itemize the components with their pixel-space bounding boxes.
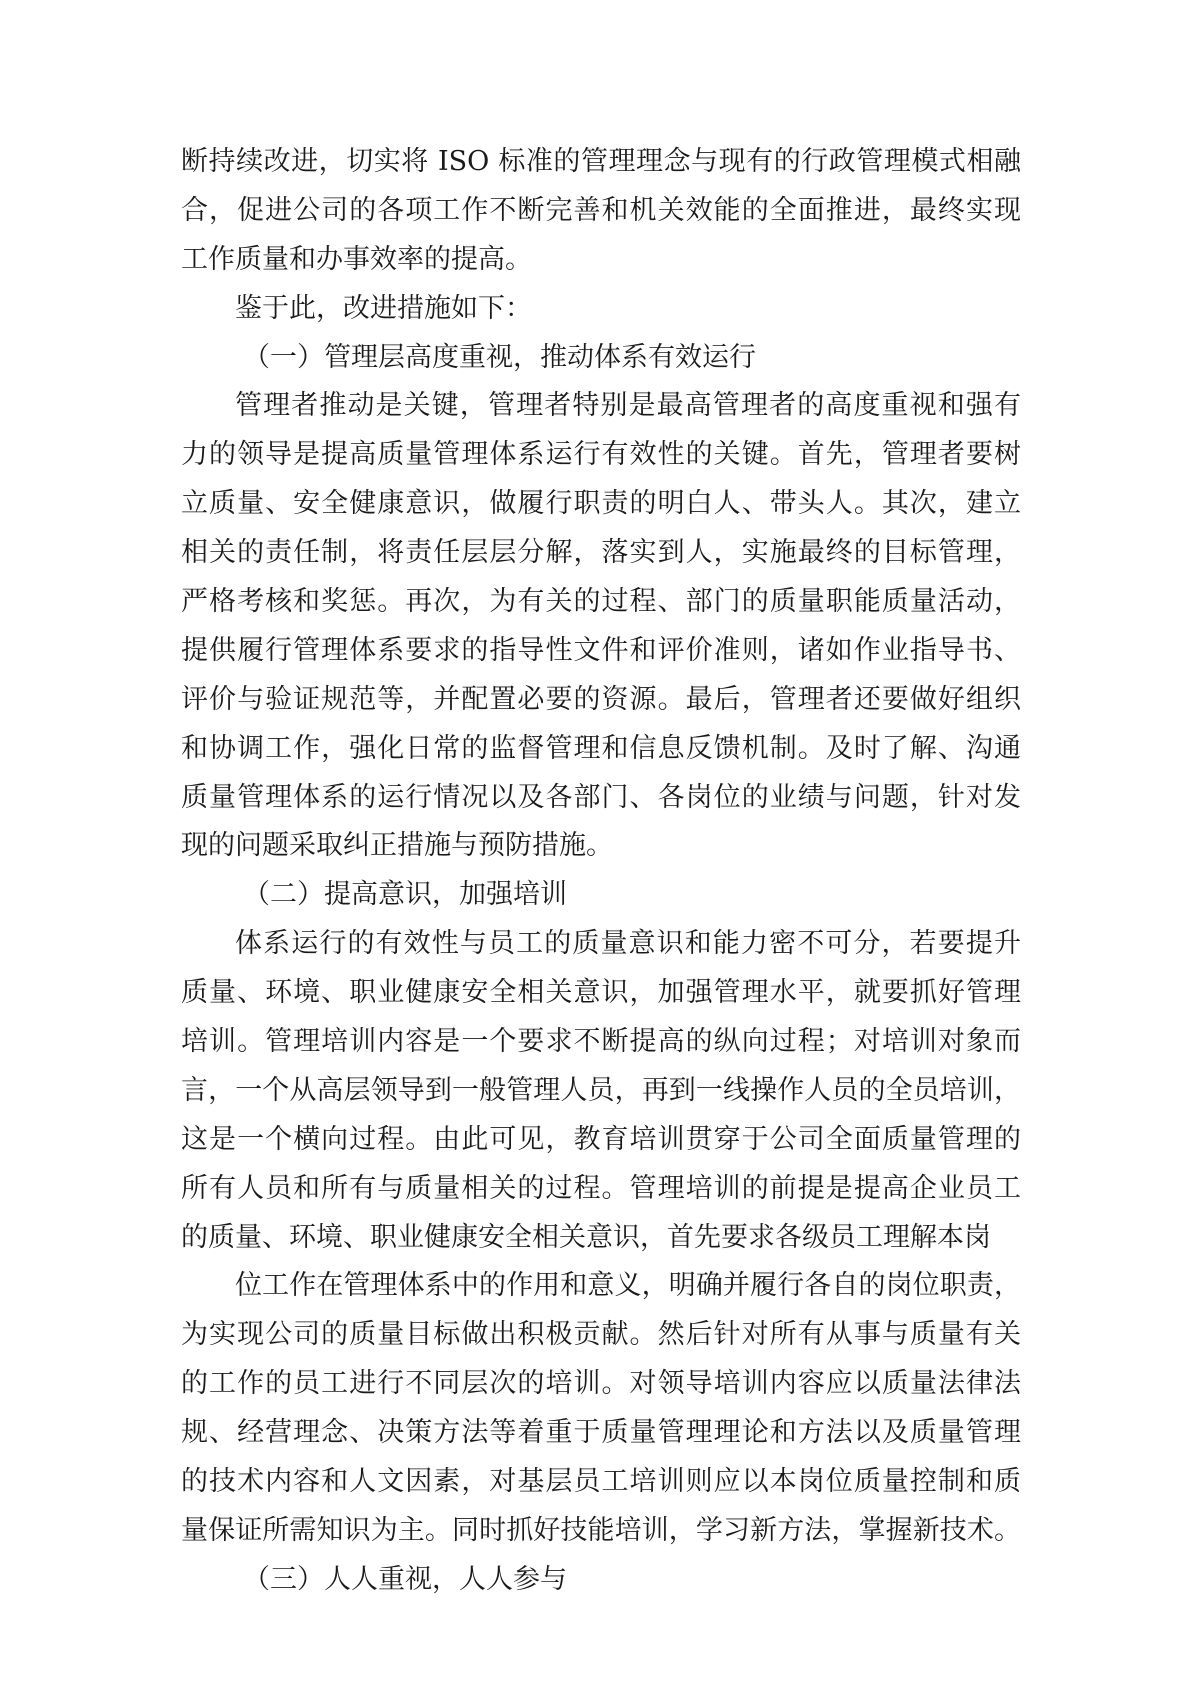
text-line: 严格考核和奖惩。再次，为有关的过程、部门的质量职能质量活动， — [181, 586, 1021, 618]
text-line: 现的问题采取纠正措施与预防措施。 — [181, 830, 613, 862]
text-line: 工作质量和办事效率的提高。 — [181, 243, 532, 275]
text-line: 所有人员和所有与质量相关的过程。管理培训的前提是提高企业员工 — [181, 1172, 1021, 1204]
text-line: 质量管理体系的运行情况以及各部门、各岗位的业绩与问题，针对发 — [181, 781, 1021, 813]
text-line: 断持续改进，切实将 ISO 标准的管理理念与现有的行政管理模式相融 — [181, 146, 1021, 177]
text-line: 质量、环境、职业健康安全相关意识，加强管理水平，就要抓好管理 — [181, 977, 1021, 1009]
section-heading-2: （二）提高意识，加强培训 — [243, 879, 567, 911]
text-line: 体系运行的有效性与员工的质量意识和能力密不可分，若要提升 — [235, 928, 1021, 960]
text-line: 相关的责任制，将责任层层分解，落实到人，实施最终的目标管理， — [181, 537, 1021, 569]
text-line: 量保证所需知识为主。同时抓好技能培训，学习新方法，掌握新技术。 — [181, 1514, 1021, 1546]
text-line: 管理者推动是关键，管理者特别是最高管理者的高度重视和强有 — [235, 390, 1021, 422]
text-line: 提供履行管理体系要求的指导性文件和评价准则，诸如作业指导书、 — [181, 634, 1021, 666]
document-body — [181, 138, 1021, 1605]
text-line: 言，一个从高层领导到一般管理人员，再到一线操作人员的全员培训， — [181, 1074, 1021, 1106]
text-line: 为实现公司的质量目标做出积极贡献。然后针对所有从事与质量有关 — [181, 1319, 1021, 1351]
text-line: 力的领导是提高质量管理体系运行有效性的关键。首先，管理者要树 — [181, 439, 1021, 471]
section-heading-3: （三）人人重视，人人参与 — [243, 1563, 567, 1595]
text-line: 的质量、环境、职业健康安全相关意识，首先要求各级员工理解本岗 — [181, 1221, 991, 1253]
text-line: 的工作的员工进行不同层次的培训。对领导培训内容应以质量法律法 — [181, 1368, 1021, 1400]
text-line: 位工作在管理体系中的作用和意义，明确并履行各自的岗位职责， — [235, 1270, 1021, 1302]
text-line: 这是一个横向过程。由此可见，教育培训贯穿于公司全面质量管理的 — [181, 1123, 1021, 1155]
section-heading-1: （一）管理层高度重视，推动体系有效运行 — [243, 341, 756, 373]
text-line: 的技术内容和人文因素，对基层员工培训则应以本岗位质量控制和质 — [181, 1466, 1021, 1498]
text-line: 和协调工作，强化日常的监督管理和信息反馈机制。及时了解、沟通 — [181, 732, 1021, 764]
intro-line: 鉴于此，改进措施如下： — [235, 292, 532, 324]
text-line: 规、经营理念、决策方法等着重于质量管理理论和方法以及质量管理 — [181, 1417, 1021, 1449]
text-line: 合，促进公司的各项工作不断完善和机关效能的全面推进，最终实现 — [181, 194, 1021, 226]
text-line: 立质量、安全健康意识，做履行职责的明白人、带头人。其次，建立 — [181, 488, 1021, 520]
text-line: 培训。管理培训内容是一个要求不断提高的纵向过程；对培训对象而 — [181, 1026, 1021, 1058]
text-line: 评价与验证规范等，并配置必要的资源。最后，管理者还要做好组织 — [181, 683, 1021, 715]
